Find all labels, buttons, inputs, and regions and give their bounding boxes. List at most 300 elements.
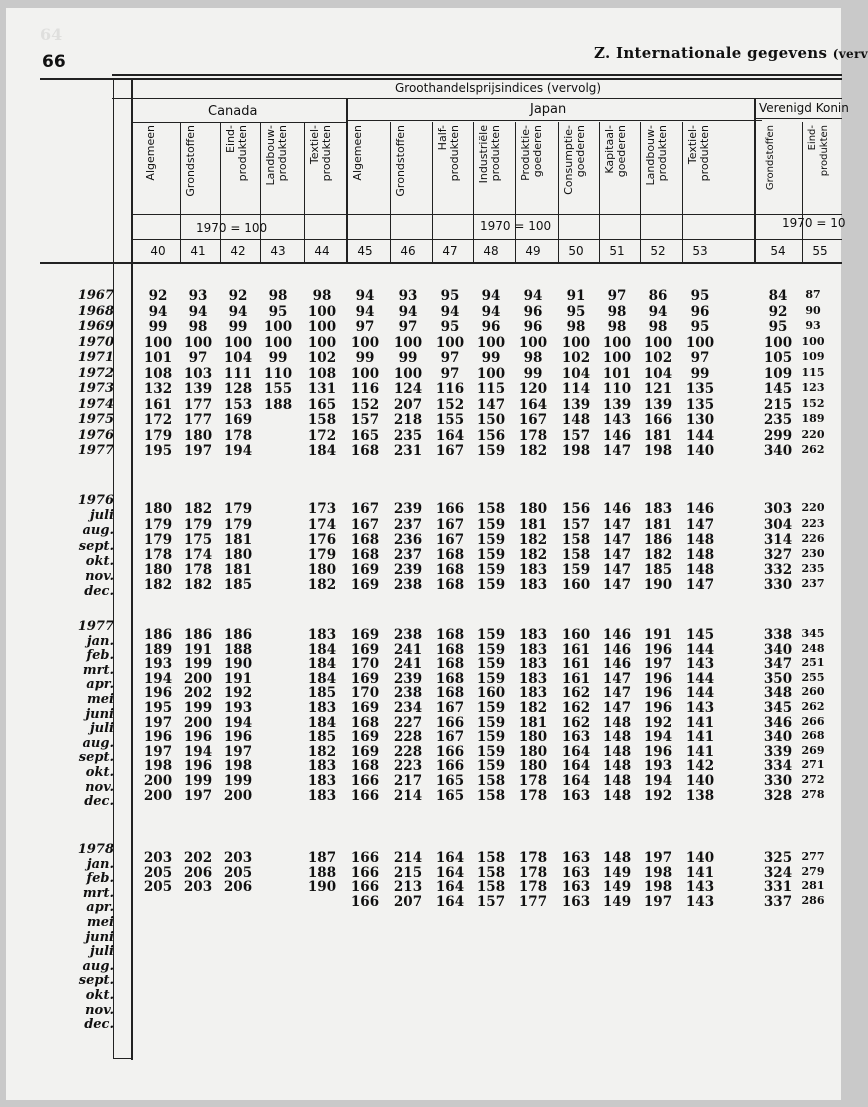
table-cell: 87 [805,288,821,301]
column-number-44: 44 [314,244,330,258]
table-cell: 120 [518,381,548,397]
table-cell: 203 [183,879,213,896]
table-cell: 182 [518,531,548,548]
table-cell: 165 [435,773,465,790]
table-cell: 143 [685,700,715,717]
table-cell: 339 [763,743,793,760]
table-cell: 178 [518,879,548,896]
table-cell: 255 [801,670,825,684]
table-cell: 167 [435,700,465,717]
table-cell: 183 [518,641,548,658]
table-cell: 332 [763,562,793,579]
table-cell: 93 [188,288,208,304]
table-cell: 159 [476,729,506,746]
table-cell: 142 [685,758,715,775]
table-cell: 180 [518,758,548,775]
table-cell: 194 [223,443,253,459]
table-cell: 100 [602,350,632,366]
table-cell: 180 [518,743,548,760]
table-cell: 148 [602,758,632,775]
table-cell: 141 [685,864,715,881]
table-cell: 110 [602,381,632,397]
table-cell: 218 [393,412,423,428]
table-cell: 144 [685,427,715,444]
table-cell: 199 [183,656,213,673]
table-cell: 183 [307,787,337,804]
table-cell: 159 [476,516,506,533]
table-cell: 185 [307,729,337,746]
table-cell: 193 [223,700,253,717]
table-cell: 330 [763,773,793,790]
table-cell: 167 [518,412,548,428]
table-cell: 149 [602,864,632,881]
table-cell: 163 [561,850,591,867]
table-cell: 102 [643,350,673,366]
table-cell: 174 [183,546,213,563]
table-cell: 235 [801,562,825,576]
table-cell: 94 [148,303,168,320]
table-cell: 99 [148,319,168,335]
table-cell: 94 [355,303,375,320]
table-cell: 180 [183,427,213,444]
table-cell: 185 [643,562,673,579]
table-cell: 166 [350,864,380,881]
group-canada-rule [133,122,346,123]
table-cell: 141 [685,714,715,731]
column-divider [390,122,391,262]
table-cell: 110 [263,365,293,382]
table-cell: 94 [398,303,418,320]
table-cell: 183 [518,656,548,673]
table-cell: 94 [523,288,543,304]
table-cell: 161 [561,670,591,687]
table-cell: 200 [143,773,173,790]
column-divider [432,122,433,262]
column-label-53: Textiel- produkten [686,125,711,182]
table-cell: 91 [566,288,586,304]
table-cell: 169 [350,700,380,717]
table-cell: 182 [518,546,548,563]
column-number-47: 47 [442,244,458,258]
table-cell: 178 [518,427,548,444]
table-cell: 168 [350,714,380,731]
row-label: 1972 [77,365,114,381]
table-cell: 166 [435,714,465,731]
column-number-48: 48 [483,244,499,258]
table-cell: 191 [643,627,673,644]
table-cell: 178 [518,787,548,804]
table-cell: 340 [763,729,793,746]
table-cell: 94 [481,303,501,320]
table-cell: 214 [393,787,423,804]
table-cell: 98 [268,288,288,304]
table-cell: 103 [183,365,213,382]
column-label-55: Eind- produkten [807,125,830,177]
column-label-40: Algemeen [144,125,157,181]
table-cell: 159 [561,562,591,579]
column-number-42: 42 [230,244,246,258]
table-cell: 337 [763,893,793,910]
table-cell: 97 [690,350,710,366]
row-label: 1970 [77,334,114,350]
row-label: mei [87,692,114,707]
table-cell: 325 [763,850,793,867]
table-cell: 164 [561,758,591,775]
column-number-54: 54 [770,244,786,258]
table-cell: 180 [307,562,337,579]
table-cell: 194 [643,729,673,746]
table-cell: 269 [801,743,825,757]
column-number-52: 52 [650,244,666,258]
table-cell: 164 [435,427,465,444]
table-cell: 197 [143,714,173,731]
table-cell: 163 [561,787,591,804]
table-cell: 102 [561,350,591,366]
row-label: 1978 [77,842,114,857]
row-label: sept. [78,538,114,554]
table-cell: 182 [183,577,213,594]
table-cell: 168 [350,758,380,775]
table-cell: 180 [518,501,548,518]
table-cell: 193 [643,758,673,775]
row-label: juli [89,721,114,737]
table-cell: 183 [643,501,673,518]
table-cell: 186 [223,627,253,644]
table-cell: 160 [476,685,506,702]
table-cell: 173 [307,501,337,518]
row-label: juni [85,706,114,722]
table-cell: 196 [183,758,213,775]
table-cell: 99 [523,365,543,382]
table-cell: 94 [440,303,460,320]
table-cell: 100 [263,319,293,335]
table-cell: 188 [223,641,253,658]
table-cell: 183 [518,577,548,594]
table-cell: 182 [143,577,173,594]
table-cell: 303 [763,501,793,518]
table-cell: 314 [763,531,793,548]
table-cell: 155 [263,381,293,397]
table-cell: 164 [435,864,465,881]
table-title: Groothandelsprijsindices (vervolg) [395,81,602,95]
table-cell: 95 [690,288,710,304]
table-cell: 157 [561,516,591,533]
group-japan-rule [346,120,762,121]
table-cell: 163 [561,893,591,910]
table-cell: 231 [393,443,423,459]
table-cell: 92 [768,303,788,320]
table-cell: 345 [801,627,825,641]
table-cell: 340 [763,443,793,459]
table-cell: 205 [143,864,173,881]
table-cell: 159 [476,700,506,717]
table-cell: 347 [763,656,793,673]
table-cell: 104 [643,365,673,382]
table-cell: 100 [561,334,591,351]
table-cell: 131 [307,381,337,397]
table-cell: 205 [223,864,253,881]
base-verenigd: 1970 = 10 [782,216,846,230]
table-cell: 148 [685,562,715,579]
table-cell: 152 [350,396,380,413]
table-cell: 194 [223,714,253,731]
table-cell: 181 [643,427,673,444]
table-cell: 194 [643,773,673,790]
table-cell: 197 [183,787,213,804]
row-label: aug. [82,958,114,974]
row-label: juni [85,929,114,945]
table-cell: 164 [435,879,465,896]
column-label-47: Half- produkten [436,125,461,182]
table-cell: 97 [398,319,418,335]
table-cell: 238 [393,577,423,594]
table-cell: 169 [350,562,380,579]
row-label: mei [87,915,114,930]
table-cell: 109 [801,350,825,363]
table-cell: 194 [143,670,173,687]
table-cell: 143 [685,893,715,910]
table-cell: 160 [561,577,591,594]
table-cell: 95 [268,303,288,320]
table-cell: 181 [643,516,673,533]
table-cell: 163 [561,879,591,896]
table-cell: 195 [143,443,173,459]
table-cell: 260 [801,685,825,699]
table-cell: 178 [518,850,548,867]
table-cell: 167 [435,531,465,548]
row-label: okt. [85,988,114,1003]
table-cell: 149 [602,879,632,896]
table-cell: 100 [602,334,632,351]
table-cell: 197 [143,743,173,760]
table-cell: 98 [188,319,208,335]
table-cell: 108 [307,365,337,382]
table-cell: 139 [561,396,591,413]
table-cell: 190 [643,577,673,594]
table-cell: 158 [476,850,506,867]
table-cell: 168 [435,627,465,644]
table-cell: 146 [602,641,632,658]
table-cell: 100 [393,334,423,351]
row-label: dec. [84,1017,114,1033]
row-label: 1976 [77,493,114,508]
stub-divider [131,78,133,1060]
table-cell: 148 [602,714,632,731]
table-cell: 196 [643,670,673,687]
table-cell: 183 [307,773,337,790]
table-cell: 95 [440,288,460,304]
colnum-bottom-rule [40,262,842,264]
table-cell: 146 [602,427,632,444]
row-label: 1975 [77,412,114,427]
table-cell: 350 [763,670,793,687]
table-cell: 99 [355,350,375,366]
table-cell: 196 [143,729,173,746]
table-cell: 185 [223,577,253,594]
table-cell: 196 [223,729,253,746]
table-cell: 140 [685,773,715,790]
table-cell: 277 [801,850,825,864]
column-label-49: Produktie- goederen [519,125,544,181]
table-cell: 147 [602,562,632,579]
row-label: jan. [86,856,114,872]
column-divider [802,122,803,262]
column-label-54: Grondstoffen [765,125,776,191]
table-cell: 167 [350,501,380,518]
table-cell: 100 [307,303,337,320]
row-label: sept. [78,750,114,766]
table-cell: 237 [393,546,423,563]
table-cell: 183 [307,627,337,644]
table-cell: 166 [350,787,380,804]
table-cell: 162 [561,685,591,702]
table-cell: 166 [435,501,465,518]
table-cell: 84 [768,288,788,304]
table-cell: 304 [763,516,793,533]
table-cell: 100 [801,334,825,348]
table-cell: 140 [685,443,715,459]
table-cell: 152 [435,396,465,413]
table-cell: 100 [350,365,380,382]
table-cell: 180 [518,729,548,746]
column-number-50: 50 [568,244,584,258]
table-cell: 146 [685,501,715,518]
table-cell: 167 [350,516,380,533]
table-cell: 97 [188,350,208,366]
column-divider [558,122,559,262]
table-cell: 99 [268,350,288,366]
table-cell: 140 [685,850,715,867]
table-cell: 238 [393,627,423,644]
table-cell: 164 [435,893,465,910]
table-cell: 262 [801,700,825,714]
table-cell: 157 [350,412,380,428]
table-cell: 97 [440,365,460,382]
table-cell: 179 [143,531,173,548]
table-cell: 100 [518,334,548,351]
table-cell: 214 [393,850,423,867]
table-cell: 196 [143,685,173,702]
row-label: 1977 [77,443,114,458]
table-cell: 155 [435,412,465,428]
row-label: feb. [86,871,114,887]
table-cell: 169 [350,670,380,687]
table-cell: 159 [476,641,506,658]
table-cell: 183 [307,758,337,775]
table-cell: 184 [307,656,337,673]
table-cell: 168 [435,685,465,702]
table-cell: 206 [223,879,253,896]
table-cell: 180 [143,562,173,579]
table-cell: 147 [602,700,632,717]
table-cell: 207 [393,396,423,413]
table-cell: 330 [763,577,793,594]
table-cell: 92 [228,288,248,304]
table-cell: 100 [763,334,793,351]
table-cell: 165 [307,396,337,413]
table-cell: 98 [607,303,627,320]
table-cell: 148 [602,787,632,804]
table-cell: 262 [801,443,825,456]
table-cell: 183 [518,670,548,687]
table-cell: 105 [763,350,793,366]
group-verenigd-rule [754,118,842,119]
table-cell: 217 [393,773,423,790]
table-cell: 169 [350,743,380,760]
table-cell: 186 [643,531,673,548]
table-cell: 230 [801,546,825,560]
table-cell: 145 [685,627,715,644]
table-cell: 184 [307,641,337,658]
table-cell: 90 [805,303,821,317]
table-cell: 281 [801,879,825,893]
table-cell: 159 [476,758,506,775]
table-cell: 161 [561,641,591,658]
table-cell: 174 [307,516,337,533]
column-divider [260,122,261,262]
table-cell: 220 [801,427,825,441]
table-cell: 144 [685,685,715,702]
table-cell: 167 [435,729,465,746]
column-number-45: 45 [357,244,373,258]
table-cell: 93 [805,319,821,332]
table-cell: 170 [350,656,380,673]
table-cell: 148 [602,729,632,746]
table-cell: 169 [223,412,253,428]
row-label: feb. [86,648,114,664]
table-cell: 266 [801,714,825,728]
table-cell: 241 [393,641,423,658]
column-label-51: Kapitaal- goederen [603,125,628,178]
section-title-text: Z. Internationale gegevens [594,44,828,62]
table-cell: 340 [763,641,793,658]
table-cell: 123 [801,381,825,394]
table-cell: 327 [763,546,793,563]
row-label: 1974 [77,396,114,412]
table-cell: 331 [763,879,793,896]
column-number-41: 41 [190,244,206,258]
table-cell: 168 [435,670,465,687]
table-cell: 159 [476,714,506,731]
row-label: jan. [86,633,114,649]
table-cell: 166 [643,412,673,428]
table-cell: 100 [435,334,465,351]
table-cell: 93 [398,288,418,304]
table-cell: 206 [183,864,213,881]
table-cell: 200 [183,714,213,731]
table-cell: 145 [763,381,793,397]
row-label: 1969 [77,319,114,334]
table-cell: 166 [435,743,465,760]
table-cell: 182 [183,501,213,518]
table-cell: 97 [440,350,460,366]
table-cell: 196 [643,685,673,702]
table-cell: 98 [312,288,332,304]
table-cell: 149 [602,893,632,910]
table-cell: 197 [643,850,673,867]
column-label-45: Algemeen [351,125,364,181]
table-cell: 150 [476,412,506,428]
table-cell: 183 [518,562,548,579]
table-cell: 158 [561,531,591,548]
table-cell: 169 [350,641,380,658]
table-cell: 95 [566,303,586,320]
table-cell: 180 [143,501,173,518]
row-label: dec. [84,584,114,600]
table-cell: 239 [393,501,423,518]
table-cell: 182 [643,546,673,563]
table-cell: 165 [350,427,380,444]
